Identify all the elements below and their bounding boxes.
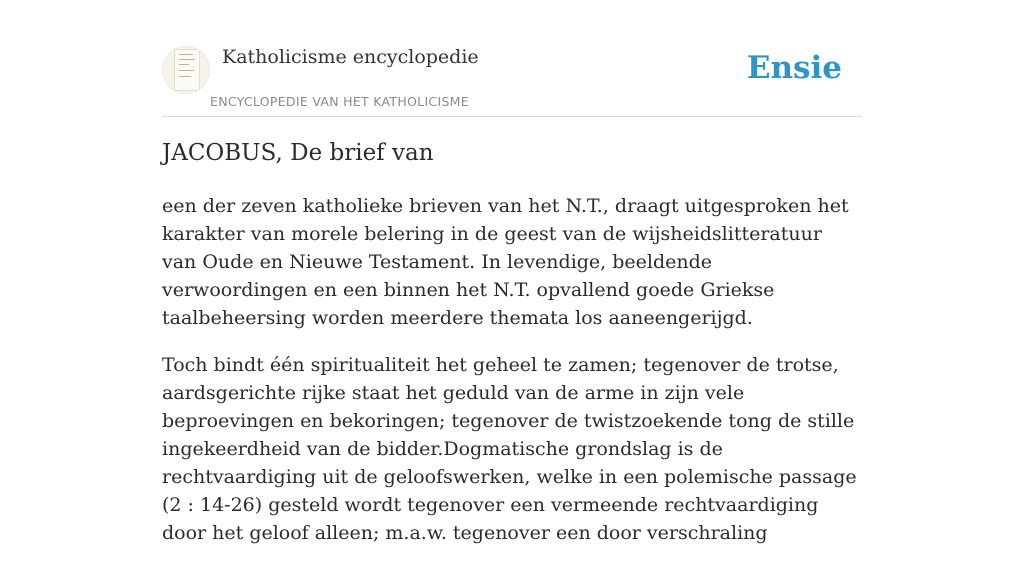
article-body <box>162 192 862 566</box>
site-header <box>162 0 862 117</box>
site-subtitle: ENCYCLOPEDIE VAN HET KATHOLICISME <box>210 94 469 109</box>
article-paragraph: een der zeven katholieke brieven van het N.T., draagt uitgesproken het karakter van morele belering in de geest van de wijsheidslitteratuur van Oude en Nieuwe Testament. In levendige, beeldende verwoordingen en een binnen het N.T. opvallend goede Griekse taalbeheersing worden meerdere themata los aaneengerijgd. <box>162 195 849 329</box>
page-container <box>162 0 862 544</box>
ensie-logo-link[interactable]: Ensie <box>746 50 842 86</box>
site-title[interactable]: Katholicisme encyclopedie <box>222 46 479 68</box>
cover-page-graphic <box>174 49 200 91</box>
article-paragraph: Toch bindt één spiritualiteit het geheel te zamen; tegenover de trotse, aardsgerichte rijke staat het geduld van de arme in zijn vele beproevingen en bekoringen; tegenover de twistzoekende tong de stille ingekeerdheid van de bidder.Dogmatische grondslag is de rechtvaardiging uit de geloofswerken, welke in een polemische passage (2 : 14-26) gesteld wordt tegenover een vermeende rechtvaardiging door het geloof alleen; m.a.w. tegenover een door verschraling <box>162 354 857 544</box>
encyclopedia-cover-thumbnail[interactable] <box>162 46 210 94</box>
article-title: JACOBUS, De brief van <box>162 140 434 166</box>
